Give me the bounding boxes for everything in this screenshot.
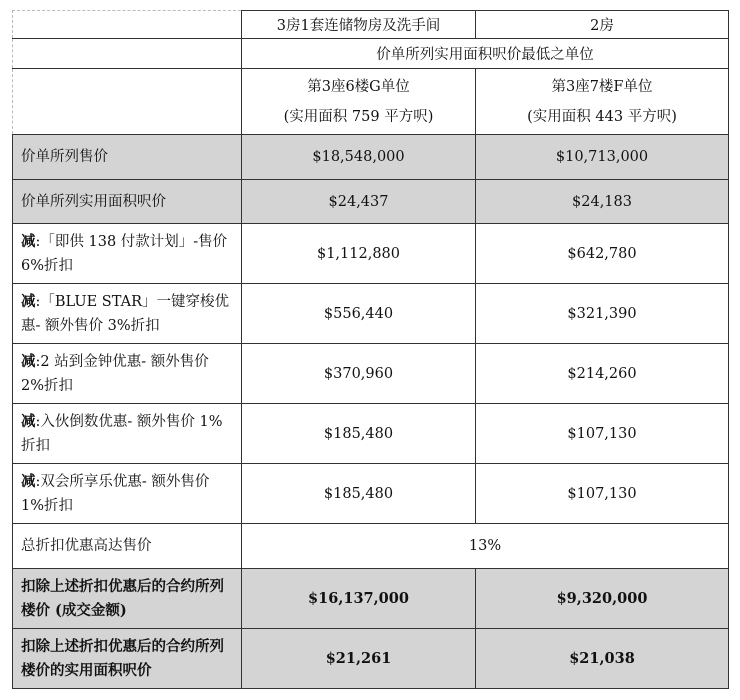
final-psf-col2: $21,038 xyxy=(476,629,729,689)
row-label-cell xyxy=(13,224,242,284)
row-col1-value: $24,437 xyxy=(242,180,476,224)
row-label: :入伙倒数优惠- 额外售价 1%折扣 xyxy=(21,413,223,454)
row-col2-value: $214,260 xyxy=(476,344,729,404)
final-psf-row xyxy=(13,629,729,689)
row-label: :双会所享乐优惠- 额外售价 1%折扣 xyxy=(21,473,210,514)
row-label-cell xyxy=(13,464,242,524)
price-comparison-table xyxy=(12,10,729,689)
col2-title: 2房 xyxy=(476,11,729,39)
row-label: :「BLUE STAR」一键穿梭优惠- 额外售价 3%折扣 xyxy=(21,293,229,334)
table-row xyxy=(13,404,729,464)
blank-cell xyxy=(13,39,242,69)
row-label: :「即供 138 付款计划」-售价 6%折扣 xyxy=(21,233,228,274)
total-discount-label: 总折扣优惠高达售价 xyxy=(13,524,242,569)
blank-cell xyxy=(13,69,242,135)
header-row-subtitle xyxy=(13,39,729,69)
table-row xyxy=(13,344,729,404)
col2-unit: 第3座7楼F单位 xyxy=(551,78,653,95)
header-row-types xyxy=(13,11,729,39)
col2-area: (实用面积 443 平方呎) xyxy=(527,108,677,125)
table-row xyxy=(13,284,729,344)
row-prefix: 减 xyxy=(21,292,36,310)
final-price-col2: $9,320,000 xyxy=(476,569,729,629)
row-col2-value: $107,130 xyxy=(476,404,729,464)
table-row xyxy=(13,135,729,180)
col1-title: 3房1套连储物房及洗手间 xyxy=(242,11,476,39)
row-prefix: 减 xyxy=(21,472,36,490)
final-price-row xyxy=(13,569,729,629)
row-label-cell xyxy=(13,404,242,464)
final-psf-label: 扣除上述折扣优惠后的合约所列楼价的实用面积呎价 xyxy=(13,629,242,689)
row-label: 价单所列实用面积呎价 xyxy=(13,180,242,224)
row-prefix: 减 xyxy=(21,412,36,430)
total-discount-value: 13% xyxy=(242,524,729,569)
row-col2-value: $107,130 xyxy=(476,464,729,524)
col1-unit: 第3座6楼G单位 xyxy=(307,78,410,95)
table-row xyxy=(13,464,729,524)
final-price-label: 扣除上述折扣优惠后的合约所列楼价 (成交金额) xyxy=(13,569,242,629)
col1-unit-cell xyxy=(242,69,476,135)
total-discount-row xyxy=(13,524,729,569)
row-label: :2 站到金钟优惠- 额外售价 2%折扣 xyxy=(21,353,209,394)
corner-blank xyxy=(13,11,242,39)
col1-area: (实用面积 759 平方呎) xyxy=(283,108,434,125)
row-col2-value: $642,780 xyxy=(476,224,729,284)
row-col1-value: $18,548,000 xyxy=(242,135,476,180)
row-label: 价单所列售价 xyxy=(13,135,242,180)
row-col1-value: $556,440 xyxy=(242,284,476,344)
row-col2-value: $321,390 xyxy=(476,284,729,344)
row-col1-value: $185,480 xyxy=(242,404,476,464)
table-row xyxy=(13,224,729,284)
col2-unit-cell xyxy=(476,69,729,135)
row-col1-value: $185,480 xyxy=(242,464,476,524)
final-price-col1: $16,137,000 xyxy=(242,569,476,629)
row-col1-value: $1,112,880 xyxy=(242,224,476,284)
table-row xyxy=(13,180,729,224)
row-col1-value: $370,960 xyxy=(242,344,476,404)
header-row-units xyxy=(13,69,729,135)
row-col2-value: $10,713,000 xyxy=(476,135,729,180)
subtitle-cell: 价单所列实用面积呎价最低之单位 xyxy=(242,39,729,69)
row-prefix: 减 xyxy=(21,352,36,370)
row-col2-value: $24,183 xyxy=(476,180,729,224)
row-prefix: 减 xyxy=(21,232,36,250)
final-psf-col1: $21,261 xyxy=(242,629,476,689)
row-label-cell xyxy=(13,344,242,404)
row-label-cell xyxy=(13,284,242,344)
